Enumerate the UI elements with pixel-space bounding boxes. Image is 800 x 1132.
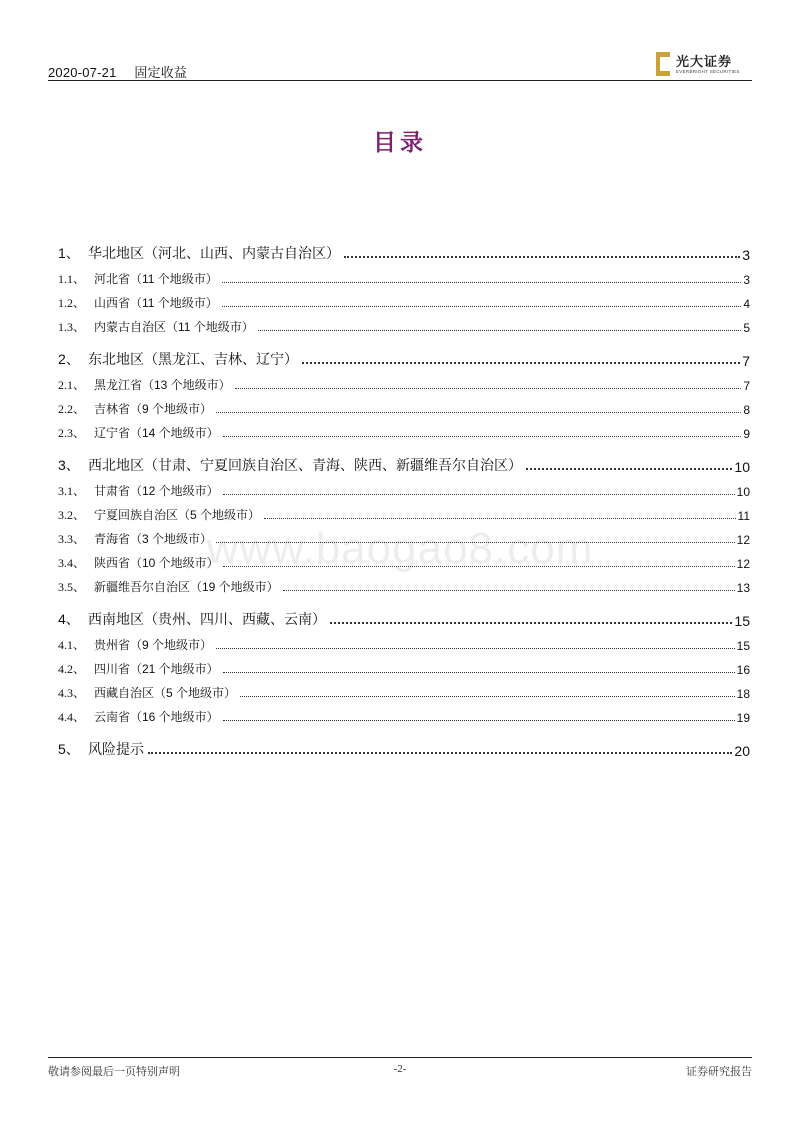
toc-entry-title: 西北地区（甘肃、宁夏回族自治区、青海、陕西、新疆维吾尔自治区） [88, 457, 522, 473]
toc-subsection-entry[interactable] [58, 393, 750, 417]
toc-entry-page: 12 [736, 533, 750, 547]
page-title: 目录 [373, 130, 427, 156]
toc-entry-page: 13 [736, 581, 750, 595]
toc-entry-page: 7 [743, 379, 750, 393]
toc-subsection-entry[interactable] [58, 369, 750, 393]
toc-dot-leader [235, 382, 742, 389]
toc-subsection-entry[interactable] [58, 499, 750, 523]
toc-entry-title: 西南地区（贵州、四川、西藏、云南） [88, 611, 326, 627]
toc-dot-leader [222, 276, 742, 283]
toc-entry-page: 16 [736, 663, 750, 677]
toc-entry-number: 2.3、 [58, 426, 86, 440]
toc-entry-number: 2、 [58, 351, 80, 367]
toc-dot-leader [216, 536, 735, 543]
toc-entry-title: 风险提示 [88, 741, 144, 757]
watermark: www.baogao8.com [206, 524, 594, 573]
toc-entry-title: 辽宁省（14 个地级市） [94, 426, 219, 440]
toc-entry-page: 3 [743, 273, 750, 287]
toc-entry-page: 19 [736, 711, 750, 725]
toc-dot-leader [302, 356, 740, 364]
toc-dot-leader [223, 714, 735, 721]
toc-entry-page: 3 [742, 247, 750, 263]
toc-entry-page: 15 [736, 639, 750, 653]
page-header [48, 52, 752, 82]
toc-entry-page: 7 [742, 353, 750, 369]
toc-entry-title: 西藏自治区（5 个地级市） [94, 686, 237, 700]
toc-entry-title: 黑龙江省（13 个地级市） [94, 378, 231, 392]
toc-dot-leader [330, 616, 732, 624]
toc-entry-number: 1.3、 [58, 320, 86, 334]
toc-dot-leader [223, 666, 735, 673]
toc-entry-title: 四川省（21 个地级市） [94, 662, 219, 676]
toc-entry-page: 8 [743, 403, 750, 417]
toc-subsection-entry[interactable] [58, 701, 750, 725]
footer-disclaimer: 敬请参阅最后一页特别声明 [48, 1066, 180, 1078]
toc-subsection-entry[interactable] [58, 571, 750, 595]
toc-entry-number: 4.1、 [58, 638, 86, 652]
toc-entry-page: 10 [736, 485, 750, 499]
toc-subsection-entry[interactable] [58, 523, 750, 547]
toc-entry-number: 2.1、 [58, 378, 86, 392]
toc-entry-number: 4.4、 [58, 710, 86, 724]
toc-section-entry[interactable] [58, 604, 750, 629]
toc-subsection-entry[interactable] [58, 311, 750, 335]
toc-entry-title: 甘肃省（12 个地级市） [94, 484, 219, 498]
toc-entry-page: 4 [743, 297, 750, 311]
toc-dot-leader [526, 462, 732, 470]
logo-subtitle: EVERBRIGHT SECURITIES [676, 69, 740, 74]
toc-dot-leader [223, 560, 735, 567]
toc-subsection-entry[interactable] [58, 547, 750, 571]
toc-subsection-entry[interactable] [58, 287, 750, 311]
toc-entry-page: 10 [734, 459, 750, 475]
toc-dot-leader [240, 690, 735, 697]
footer-divider [48, 1057, 752, 1058]
toc-dot-leader [216, 642, 735, 649]
header-info [48, 62, 201, 81]
toc-subsection-entry[interactable] [58, 417, 750, 441]
toc-dot-leader [223, 488, 735, 495]
toc-dot-leader [223, 430, 742, 437]
footer-page-number: -2- [393, 1063, 407, 1075]
toc-entry-number: 5、 [58, 741, 80, 757]
toc-dot-leader [148, 746, 732, 754]
toc-entry-number: 3.2、 [58, 508, 86, 522]
toc-dot-leader [216, 406, 741, 413]
toc-entry-title: 内蒙古自治区（11 个地级市） [94, 320, 254, 334]
toc-entry-title: 云南省（16 个地级市） [94, 710, 219, 724]
toc-dot-leader [264, 512, 736, 519]
toc-entry-title: 陕西省（10 个地级市） [94, 556, 219, 570]
toc-entry-page: 20 [734, 743, 750, 759]
toc-entry-title: 东北地区（黑龙江、吉林、辽宁） [88, 351, 298, 367]
page-footer [48, 1063, 752, 1079]
toc-entry-number: 3.1、 [58, 484, 86, 498]
toc-entry-number: 3、 [58, 457, 80, 473]
toc-entry-number: 2.2、 [58, 402, 86, 416]
toc-entry-number: 4.3、 [58, 686, 86, 700]
toc-section-entry[interactable] [58, 238, 750, 263]
toc-entry-number: 3.3、 [58, 532, 86, 546]
toc-entry-number: 4、 [58, 611, 80, 627]
toc-dot-leader [258, 324, 742, 331]
toc-entry-title: 河北省（11 个地级市） [94, 272, 218, 286]
toc-entry-number: 1.2、 [58, 296, 86, 310]
toc-subsection-entry[interactable] [58, 653, 750, 677]
toc-entry-number: 4.2、 [58, 662, 86, 676]
logo-name: 光大证券 [676, 55, 733, 70]
toc-entry-page: 15 [734, 613, 750, 629]
toc-dot-leader [344, 250, 740, 258]
logo-mark-icon [656, 52, 670, 76]
toc-entry-number: 1、 [58, 245, 80, 261]
header-divider [48, 80, 752, 81]
toc-entry-page: 18 [736, 687, 750, 701]
toc-entry-page: 5 [743, 321, 750, 335]
toc-entry-page: 9 [743, 427, 750, 441]
toc-entry-number: 3.5、 [58, 580, 86, 594]
toc-entry-title: 新疆维吾尔自治区（19 个地级市） [94, 580, 279, 594]
toc-entry-title: 吉林省（9 个地级市） [94, 402, 213, 416]
toc-section-entry[interactable] [58, 450, 750, 475]
toc-entry-title: 贵州省（9 个地级市） [94, 638, 213, 652]
footer-report-type: 证券研究报告 [686, 1066, 752, 1078]
toc-subsection-entry[interactable] [58, 677, 750, 701]
report-date: 2020-07-21 [48, 65, 117, 80]
toc-entry-number: 3.4、 [58, 556, 86, 570]
company-logo [656, 50, 752, 80]
toc-entry-page: 12 [736, 557, 750, 571]
toc-section-entry[interactable] [58, 344, 750, 369]
toc-subsection-entry[interactable] [58, 629, 750, 653]
report-category: 固定收益 [134, 65, 188, 80]
toc-dot-leader [222, 300, 742, 307]
toc-subsection-entry[interactable] [58, 475, 750, 499]
toc-entry-title: 山西省（11 个地级市） [94, 296, 218, 310]
toc-entry-title: 青海省（3 个地级市） [94, 532, 213, 546]
toc-section-entry[interactable] [58, 734, 750, 759]
toc-entry-page: 11 [737, 509, 750, 523]
toc-subsection-entry[interactable] [58, 263, 750, 287]
toc-entry-title: 宁夏回族自治区（5 个地级市） [94, 508, 261, 522]
toc-entry-number: 1.1、 [58, 272, 86, 286]
toc-dot-leader [283, 584, 735, 591]
toc-entry-title: 华北地区（河北、山西、内蒙古自治区） [88, 245, 340, 261]
table-of-contents [58, 238, 750, 759]
